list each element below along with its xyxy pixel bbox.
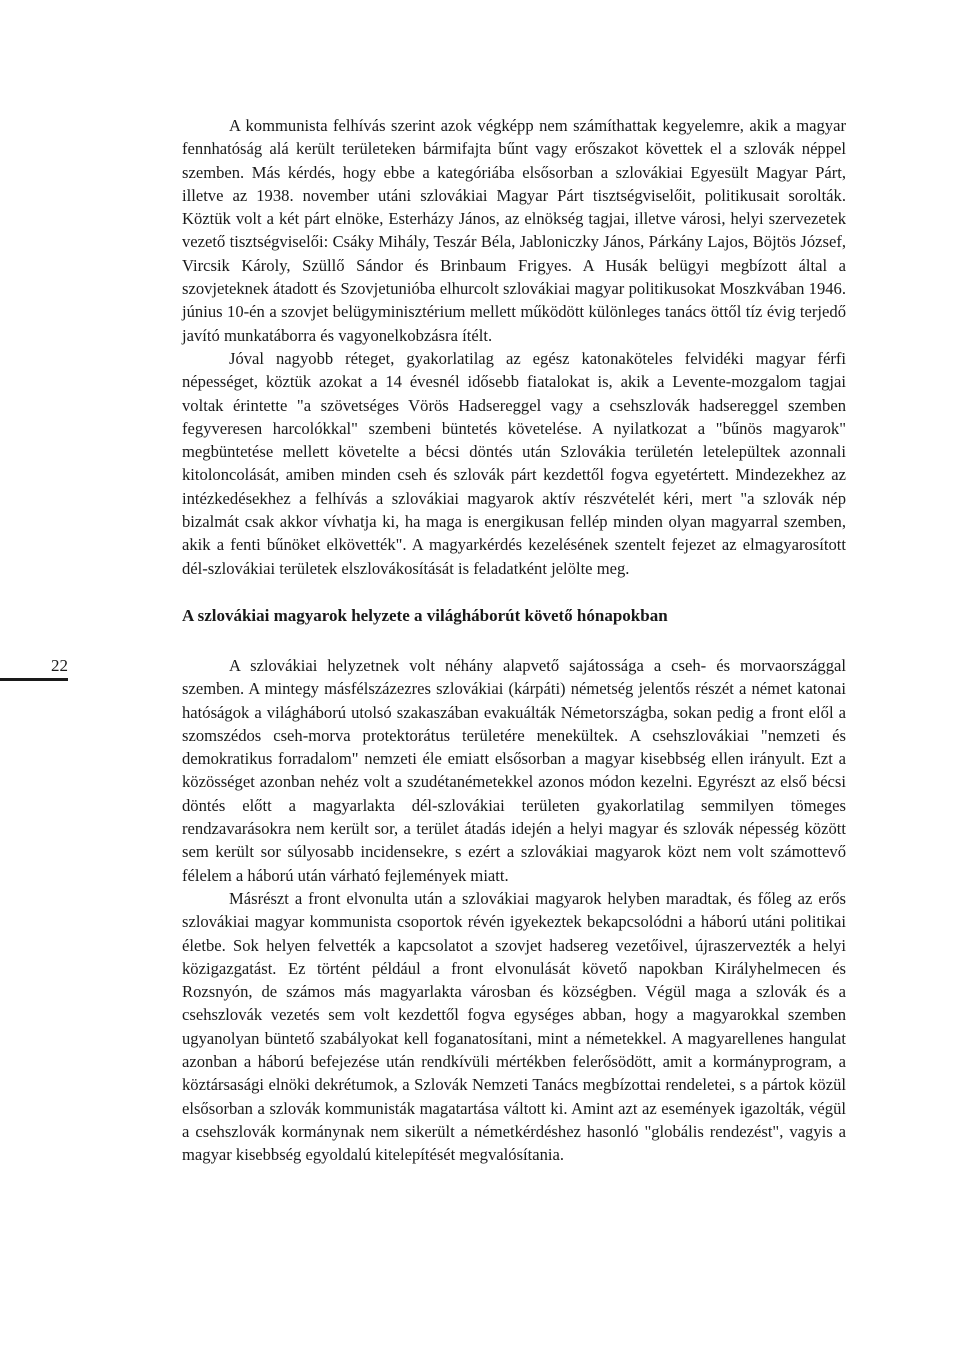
margin-rule <box>0 678 68 681</box>
body-paragraph: A kommunista felhívás szerint azok végképp nem számíthattak kegyelemre, akik a magyar fennhatóság alá került területeken bármifajta bűnt vagy erőszakot követtek el a szlovák néppel szemben. Más kérdés, hogy ebbe a kategóriába elsősorban a szlovákiai Egyesült Magyar Párt, illetve az 1938. november utáni szlovákiai Magyar Párt tisztségviselőit, politikusait sorolták. Köztük volt a két párt elnöke, Esterházy János, az elnökség tagjai, illetve városi, helyi szervezetek vezető tisztségviselői: Csáky Mihály, Teszár Béla, Jabloniczky János, Párkány Lajos, Böjtös József, Vircsik Károly, Szüllő Sándor és Brinbaum Frigyes. A Husák belügyi megbízott által a szovjeteknek átadott és Szovjetunióba elhurcolt szlovákiai magyar politikusokat Moszkvában 1946. június 10-én a szovjet belügyminisztérium mellett működött különleges tanács öttől tíz évig terjedő javító munkatáborra és vagyonelkobzásra ítélt. <box>182 116 846 345</box>
body-paragraph: A szlovákiai helyzetnek volt néhány alapvető sajátossága a cseh- és morvaországgal szemben. A mintegy másfélszázezres szlovákiai (kárpáti) németség jelentős részét a német katonai hatóságok a világháború utolsó szakaszában evakuálták Németországba, sokan pedig a front elől a szomszédos cseh-morva protektorátus területére menekültek. A csehszlovákiai "nemzeti és demokratikus forradalom" nemzeti éle emiatt elsősorban a magyar kisebbség ellen irányult. Ezt a közösséget azonban nehéz volt a szudétanémetekkel azonos módon kezelni. Egyrészt az első bécsi döntés előtt a magyarlakta dél-szlovákiai területen gyakorlatilag semmilyen tömeges rendzavarásokra nem került sor, a terület átadás idején a helyi magyar és szlovák népesség között sem került sor súlyosabb incidensekre, s ezért a szlovákiai magyarok közt nem volt számottevő félelem a háború után várható fejlemények miatt. <box>182 655 846 885</box>
page-number: 22 <box>51 656 68 675</box>
section-heading: A szlovákiai magyarok helyzete a világháborút követő hónapokban <box>182 605 668 625</box>
body-paragraph: Másrészt a front elvonulta után a szlovákiai magyarok helyben maradtak, és főleg az erős szlovákiai magyar kommunista csoportok révén igyekeztek bekapcsolódni a háború utáni politikai életbe. Sok helyen felvették a kapcsolatot a szovjet hadsereg vezetőivel, újraszervezték a helyi közigazgatást. Ez történt például a front elvonulását követő napokban Királyhelmecen és Rozsnyón, de számos más magyarlakta városban és községben. Végül maga a szlovák és a csehszlovák vezetés sem volt kezdettől fogva egységes abban, hogy a magyarokkal szemben ugyanolyan büntető szabályokat kell foganatosítani, mint a németekkel. A magyarellenes hangulat azonban a háború befejezése után rendkívüli mértékben felerősödött, amit a kormányprogram, a köztársasági elnöki dekrétumok, a Szlovák Nemzeti Tanács megbízottai rendeletei, s a pártok közül elsősorban a szlovák kommunisták magatartása váltott ki. Amint azt az események igazolták, végül a csehszlovák kormánynak nem sikerült a németkérdéshez hasonló "globális rendezést", vagyis a magyar kisebbség egyoldalú kitelepítését megvalósítania. <box>182 888 846 1165</box>
body-paragraph: Jóval nagyobb réteget, gyakorlatilag az egész katonaköteles felvidéki magyar férfi népességet, köztük azokat a 14 évesnél idősebb fiatalokat is, akik a Levente-mozgalom tagjai voltak érintette "a szövetséges Vörös Hadsereggel vagy a csehszlovák hadsereggel szemben fegyveresen harcolókkal" szembeni büntetés követelése. A nyilatkozat a "bűnös magyarok" megbüntetése mellett követelte a bécsi döntés után Szlovákia területén letelepültek azonnali kitoloncolását, amiben minden cseh és szlovák párt kezdettől fogva egyetértett. Mindezekhez az intézkedésekhez a felhívás a szlovákiai magyarok aktív részvételét kéri, mert "a szlovák nép bizalmát csak akkor vívhatja ki, ha maga is energikusan fellép minden olyan magyarral szemben, akik a fenti bűnöket elkövették". A magyarkérdés kezelésének szentelt fejezet az elmagyarosított dél-szlovákiai területek elszlovákosítását is feladatként jelölte meg. <box>182 348 846 578</box>
text-column <box>182 114 846 1166</box>
